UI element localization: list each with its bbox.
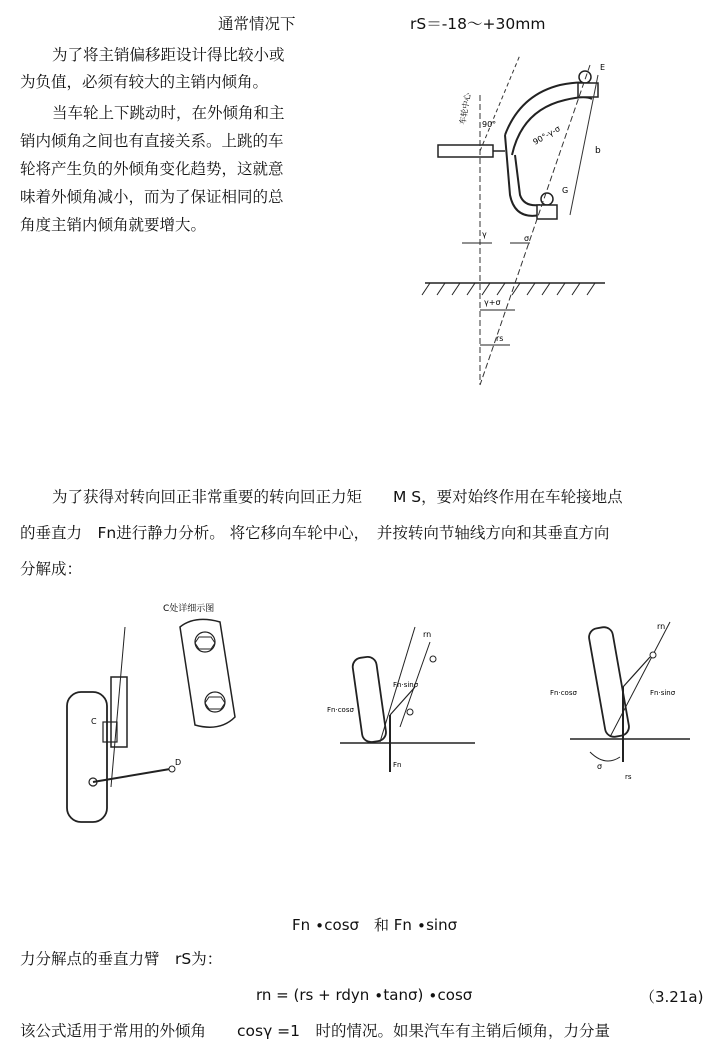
kingpin-diagram: [420, 55, 620, 395]
label-g: G: [562, 186, 569, 195]
intro-line-6: 味着外倾角减小，而为了保证相同的总: [20, 188, 284, 206]
right-force-view: [550, 622, 690, 781]
middle-force-view: [327, 627, 475, 772]
intro-line-1: 为了将主销偏移距设计得比较小或: [52, 46, 285, 64]
label-e: E: [600, 63, 606, 72]
lever-arm-text: 力分解点的垂直力臂 rS为：: [20, 950, 223, 968]
label-gamma: γ: [482, 230, 487, 239]
intro-line-4: 销内倾角之间也有直接关系。上跳的车: [20, 132, 284, 150]
intro-line-2: 为负值，必须有较大的主销内倾角。: [20, 73, 269, 91]
label-fn-cos-middle: Fn·cosσ: [327, 706, 354, 714]
label-gamma-sigma: γ+σ: [484, 298, 501, 307]
label-fn-sin-middle: Fn·sinσ: [393, 681, 419, 689]
intro-line-5: 轮将产生负的外倾角变化趋势，这就意: [20, 160, 284, 178]
label-sigma: σ: [524, 234, 530, 243]
ball-joint-e: [579, 71, 591, 83]
label-90: 90°: [482, 120, 497, 129]
label-d: D: [175, 758, 182, 767]
label-fn-middle: Fn: [393, 761, 402, 769]
para2-line-1: 为了获得对转向回正非常重要的转向回正力矩 M S，要对始终作用在车轮接地点: [52, 488, 623, 506]
label-fn-sin-right: Fn·sinσ: [650, 689, 676, 697]
header-right: rS＝-18～+30mm: [410, 15, 546, 33]
formula-main: rn = (rs + rdyn ∙tanσ) ∙cosσ: [256, 986, 473, 1004]
header-left: 通常情况下: [218, 15, 296, 33]
formula-components: Fn ∙cosσ 和 Fn ∙sinσ: [292, 916, 458, 934]
label-90-gamma-sigma: 90°-γ-σ: [531, 124, 562, 147]
label-b: b: [595, 146, 601, 156]
label-sigma-right: σ: [597, 762, 603, 771]
formula-number: （3.21a): [640, 988, 704, 1006]
label-rn-right: rn: [657, 622, 666, 631]
force-decomposition-figure: [45, 597, 715, 842]
label-rs: rs: [496, 334, 504, 343]
intro-line-3: 当车轮上下跳动时，在外倾角和主: [52, 104, 285, 122]
detail-c-view: [163, 602, 235, 727]
label-rn-middle: rn: [423, 630, 432, 639]
last-line: 该公式适用于常用的外倾角 cosγ =1 时的情况。如果汽车有主销后倾角，力分量: [20, 1022, 611, 1040]
knuckle-view: [67, 627, 181, 822]
para2-line-3: 分解成：: [20, 560, 83, 578]
intro-line-7: 角度主销内倾角就要增大。: [20, 216, 207, 234]
label-c: C: [91, 717, 97, 726]
detail-title: C处详细示图: [163, 604, 215, 614]
para2-line-2: 的垂直力 Fn进行静力分析。 将它移向车轮中心， 并按转向节轴线方向和其垂直方向: [20, 524, 610, 542]
label-rs-right: rs: [625, 773, 632, 781]
label-wheel-center: 车轮中心: [458, 92, 473, 126]
label-fn-cos-right: Fn·cosσ: [550, 689, 577, 697]
